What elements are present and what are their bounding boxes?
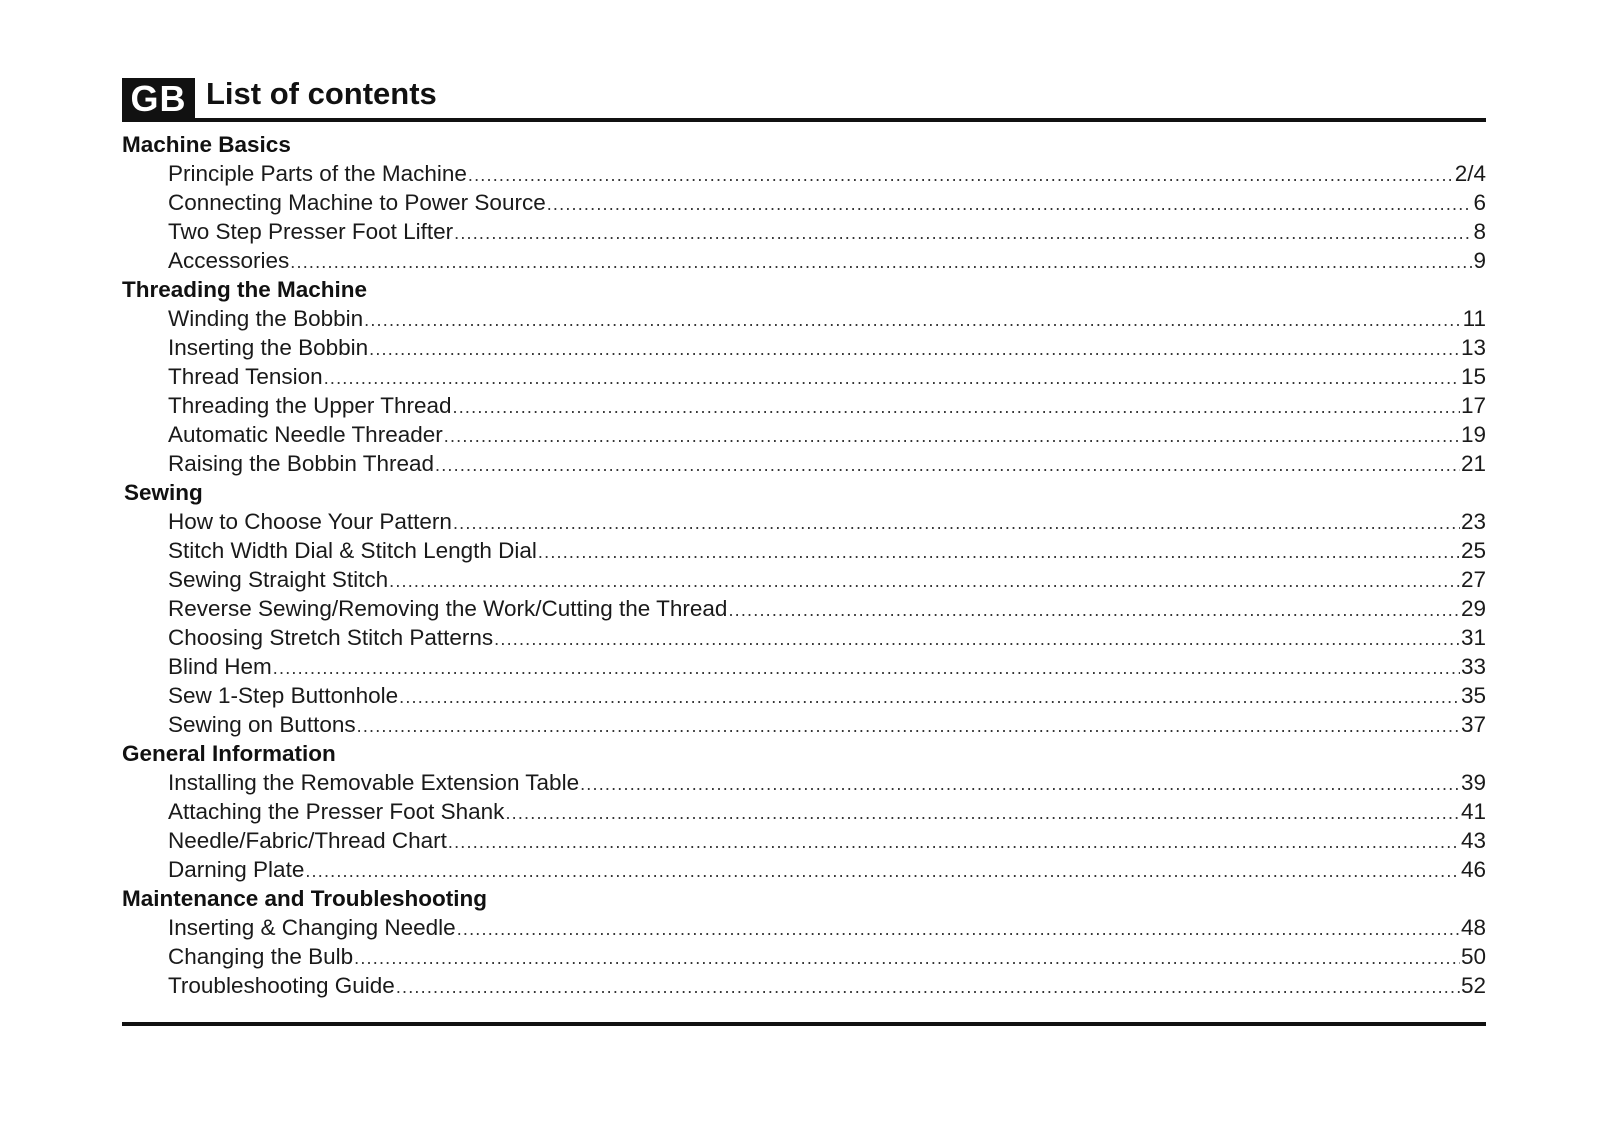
toc-entry-label: Automatic Needle Threader	[168, 422, 443, 447]
dot-leader	[435, 451, 1460, 480]
toc-entry[interactable]	[122, 565, 1486, 594]
toc-entry-page-number: 37	[1460, 712, 1486, 737]
toc-entry[interactable]	[122, 855, 1486, 884]
toc-entry[interactable]	[122, 420, 1486, 449]
toc-entry-page-number: 52	[1460, 973, 1486, 998]
toc-entry[interactable]	[122, 942, 1486, 971]
dot-leader	[354, 944, 1460, 973]
dot-leader	[453, 509, 1460, 538]
dot-leader	[547, 190, 1473, 219]
toc-entry-page-number: 48	[1460, 915, 1486, 940]
toc-entry[interactable]	[122, 304, 1486, 333]
dot-leader	[505, 799, 1460, 828]
dot-leader	[728, 596, 1460, 625]
toc-entry[interactable]	[122, 623, 1486, 652]
toc-entry-label: Sewing on Buttons	[168, 712, 356, 737]
section-heading: Maintenance and Troubleshooting	[122, 886, 488, 911]
toc-entry[interactable]	[122, 217, 1486, 246]
dot-leader	[396, 973, 1460, 1002]
toc-entry-label: Connecting Machine to Power Source	[168, 190, 546, 215]
toc-entry-page-number: 15	[1460, 364, 1486, 389]
section-heading: Machine Basics	[122, 132, 291, 157]
dot-leader	[369, 335, 1460, 364]
toc-entry[interactable]	[122, 188, 1486, 217]
toc-entry-label: Threading the Upper Thread	[168, 393, 452, 418]
dot-leader	[444, 422, 1460, 451]
toc-entry[interactable]	[122, 391, 1486, 420]
toc-entry-label: Reverse Sewing/Removing the Work/Cutting the Thread	[168, 596, 728, 621]
dot-leader	[538, 538, 1460, 567]
toc-entry-page-number: 43	[1460, 828, 1486, 853]
dot-leader	[399, 683, 1460, 712]
dot-leader	[494, 625, 1460, 654]
toc-entry-page-number: 50	[1460, 944, 1486, 969]
dot-leader	[389, 567, 1460, 596]
section-heading: General Information	[122, 741, 336, 766]
toc-entry-label: How to Choose Your Pattern	[168, 509, 452, 534]
toc-entry-label: Installing the Removable Extension Table	[168, 770, 580, 795]
dot-leader	[453, 393, 1460, 422]
table-of-contents	[122, 130, 1486, 1000]
toc-entry[interactable]	[122, 333, 1486, 362]
dot-leader	[454, 219, 1472, 248]
toc-entry-page-number: 41	[1460, 799, 1486, 824]
toc-entry-label: Darning Plate	[168, 857, 305, 882]
toc-entry-label: Accessories	[168, 248, 290, 273]
toc-entry-page-number: 9	[1473, 248, 1486, 273]
toc-entry[interactable]	[122, 246, 1486, 275]
toc-entry[interactable]	[122, 971, 1486, 1000]
toc-entry[interactable]	[122, 652, 1486, 681]
toc-entry-label: Inserting & Changing Needle	[168, 915, 456, 940]
toc-entry-label: Blind Hem	[168, 654, 272, 679]
toc-entry[interactable]	[122, 507, 1486, 536]
toc-entry-page-number: 25	[1460, 538, 1486, 563]
page-title: List of contents	[206, 76, 437, 111]
toc-entry-page-number: 29	[1460, 596, 1486, 621]
toc-entry-label: Needle/Fabric/Thread Chart	[168, 828, 447, 853]
footer-divider	[122, 1022, 1486, 1026]
dot-leader	[357, 712, 1460, 741]
toc-entry-page-number: 39	[1460, 770, 1486, 795]
toc-entry-page-number: 31	[1460, 625, 1486, 650]
toc-entry-label: Attaching the Presser Foot Shank	[168, 799, 505, 824]
toc-entry-page-number: 21	[1460, 451, 1486, 476]
toc-entry[interactable]	[122, 826, 1486, 855]
dot-leader	[324, 364, 1460, 393]
toc-entry[interactable]	[122, 362, 1486, 391]
toc-entry-page-number: 35	[1460, 683, 1486, 708]
toc-entry[interactable]	[122, 710, 1486, 739]
toc-entry-page-number: 46	[1460, 857, 1486, 882]
toc-entry[interactable]	[122, 159, 1486, 188]
toc-entry[interactable]	[122, 768, 1486, 797]
toc-entry-label: Choosing Stretch Stitch Patterns	[168, 625, 494, 650]
page-header	[122, 74, 1486, 122]
dot-leader	[305, 857, 1460, 886]
toc-entry-label: Stitch Width Dial & Stitch Length Dial	[168, 538, 537, 563]
dot-leader	[448, 828, 1460, 857]
toc-entry-page-number: 13	[1460, 335, 1486, 360]
toc-entry-label: Troubleshooting Guide	[168, 973, 395, 998]
toc-entry-page-number: 23	[1460, 509, 1486, 534]
dot-leader	[580, 770, 1460, 799]
dot-leader	[468, 161, 1454, 190]
toc-entry-label: Raising the Bobbin Thread	[168, 451, 435, 476]
section-heading: Sewing	[124, 480, 203, 505]
toc-entry[interactable]	[122, 449, 1486, 478]
toc-entry-page-number: 6	[1473, 190, 1486, 215]
toc-entry-label: Principle Parts of the Machine	[168, 161, 467, 186]
toc-entry-label: Sew 1-Step Buttonhole	[168, 683, 399, 708]
toc-entry[interactable]	[122, 681, 1486, 710]
toc-entry-page-number: 19	[1460, 422, 1486, 447]
dot-leader	[457, 915, 1460, 944]
toc-entry-page-number: 8	[1473, 219, 1486, 244]
toc-entry[interactable]	[122, 594, 1486, 623]
section-heading: Threading the Machine	[122, 277, 368, 302]
toc-entry-page-number: 2/4	[1454, 161, 1486, 186]
toc-entry-page-number: 33	[1460, 654, 1486, 679]
toc-entry-page-number: 27	[1460, 567, 1486, 592]
language-badge: GB	[122, 78, 195, 119]
dot-leader	[364, 306, 1462, 335]
toc-entry[interactable]	[122, 536, 1486, 565]
toc-entry-label: Changing the Bulb	[168, 944, 354, 969]
toc-entry-label: Sewing Straight Stitch	[168, 567, 389, 592]
toc-entry-page-number: 17	[1460, 393, 1486, 418]
toc-entry[interactable]	[122, 913, 1486, 942]
toc-entry-page-number: 11	[1462, 306, 1486, 331]
toc-entry[interactable]	[122, 797, 1486, 826]
dot-leader	[290, 248, 1472, 277]
toc-entry-label: Thread Tension	[168, 364, 323, 389]
dot-leader	[273, 654, 1460, 683]
toc-entry-label: Two Step Presser Foot Lifter	[168, 219, 454, 244]
toc-entry-label: Winding the Bobbin	[168, 306, 364, 331]
toc-entry-label: Inserting the Bobbin	[168, 335, 369, 360]
